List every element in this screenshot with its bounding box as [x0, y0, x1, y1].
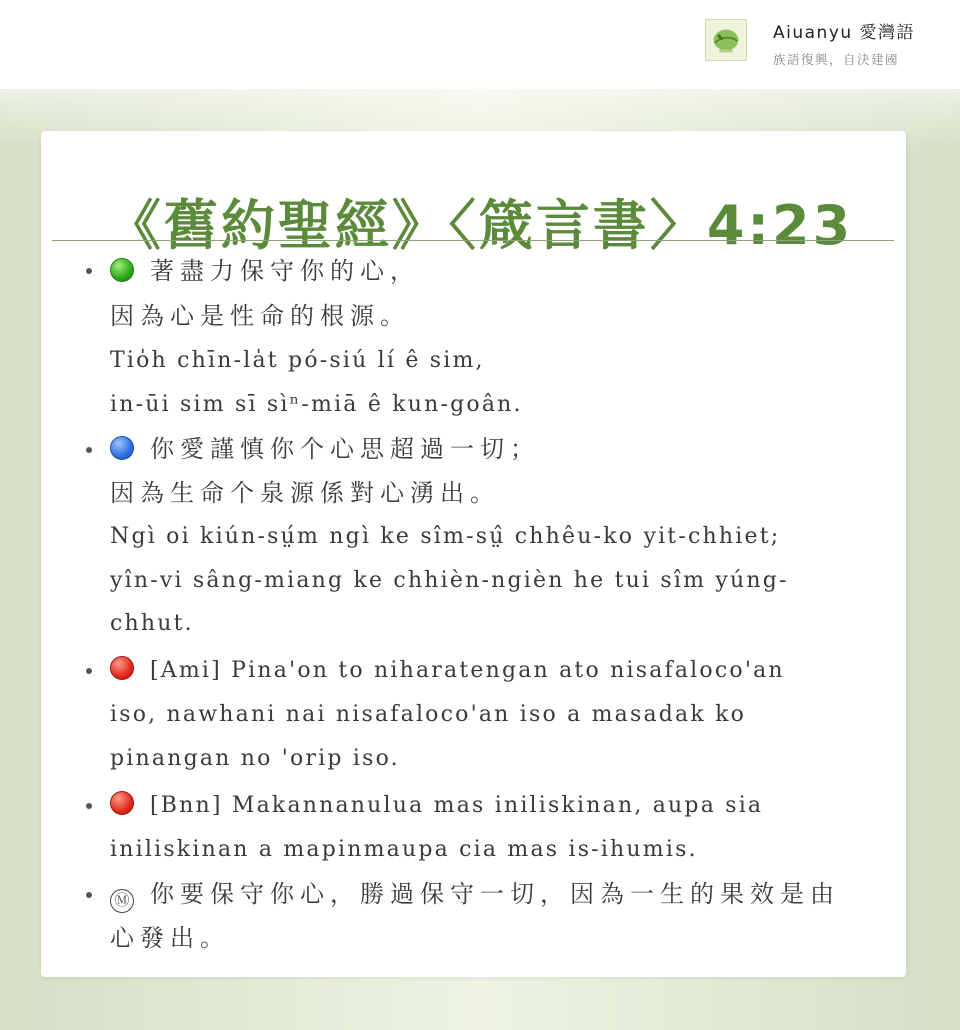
verse-romanization: yîn-vi sâng-miang ke chhièn-ngièn he tui sîm yúng- — [110, 568, 789, 593]
red-circle-icon — [110, 791, 134, 815]
brand-tagline: 族語復興，自決建國 — [773, 52, 900, 67]
verse-line — [110, 254, 420, 288]
page-title: 《舊約聖經》〈箴言書〉4:23 — [106, 194, 854, 258]
verse-romanization: Ngì oi kiún-sṳ́m ngì ke sîm-sṳ̂ chhêu-ko yit-chhiet; — [110, 524, 781, 549]
verse-text: 你愛謹慎你个心思超過一切； — [150, 435, 540, 463]
verse-romanization: in-ūi sim sī sìⁿ-miā ê kun-goân. — [110, 392, 523, 417]
verse-line — [110, 432, 540, 466]
verse-line — [110, 877, 840, 913]
verse-line: iniliskinan a mapinmaupa cia mas is-ihumis. — [110, 837, 698, 862]
verse-text: 著盡力保守你的心， — [150, 257, 420, 285]
title-divider — [52, 240, 894, 241]
verse-line: 因為心是性命的根源。 — [110, 302, 410, 330]
verse-text: [Ami] Pina'on to niharatengan ato nisafaloco'an — [150, 658, 785, 683]
green-circle-icon — [110, 258, 134, 282]
verse-line — [110, 654, 785, 688]
aiuanyu-logo-icon[interactable] — [705, 19, 747, 61]
site-header — [0, 0, 960, 89]
bullet-marker — [86, 803, 92, 809]
circled-m-icon: Ⓜ — [110, 889, 134, 913]
verse-line — [110, 789, 763, 823]
verse-line: 因為生命个泉源係對心湧出。 — [110, 479, 500, 507]
verse-line: iso, nawhani nai nisafaloco'an iso a masadak ko — [110, 702, 747, 727]
verse-romanization: chhut. — [110, 611, 194, 636]
bullet-marker — [86, 668, 92, 674]
bullet-marker — [86, 447, 92, 453]
verse-text: 你要保守你心，勝過保守一切，因為一生的果效是由 — [150, 880, 840, 908]
verse-text: [Bnn] Makannanulua mas iniliskinan, aupa sia — [150, 793, 764, 818]
verse-romanization: Tio̍h chīn-la̍t pó-siú lí ê sim, — [110, 348, 485, 373]
verse-line: 心發出。 — [110, 924, 230, 952]
bullet-marker — [86, 268, 92, 274]
verse-line: pinangan no 'orip iso. — [110, 746, 400, 771]
bullet-marker — [86, 892, 92, 898]
blue-circle-icon — [110, 436, 134, 460]
red-circle-icon — [110, 656, 134, 680]
brand-name[interactable]: Aiuanyu 愛灣語 — [773, 23, 916, 43]
